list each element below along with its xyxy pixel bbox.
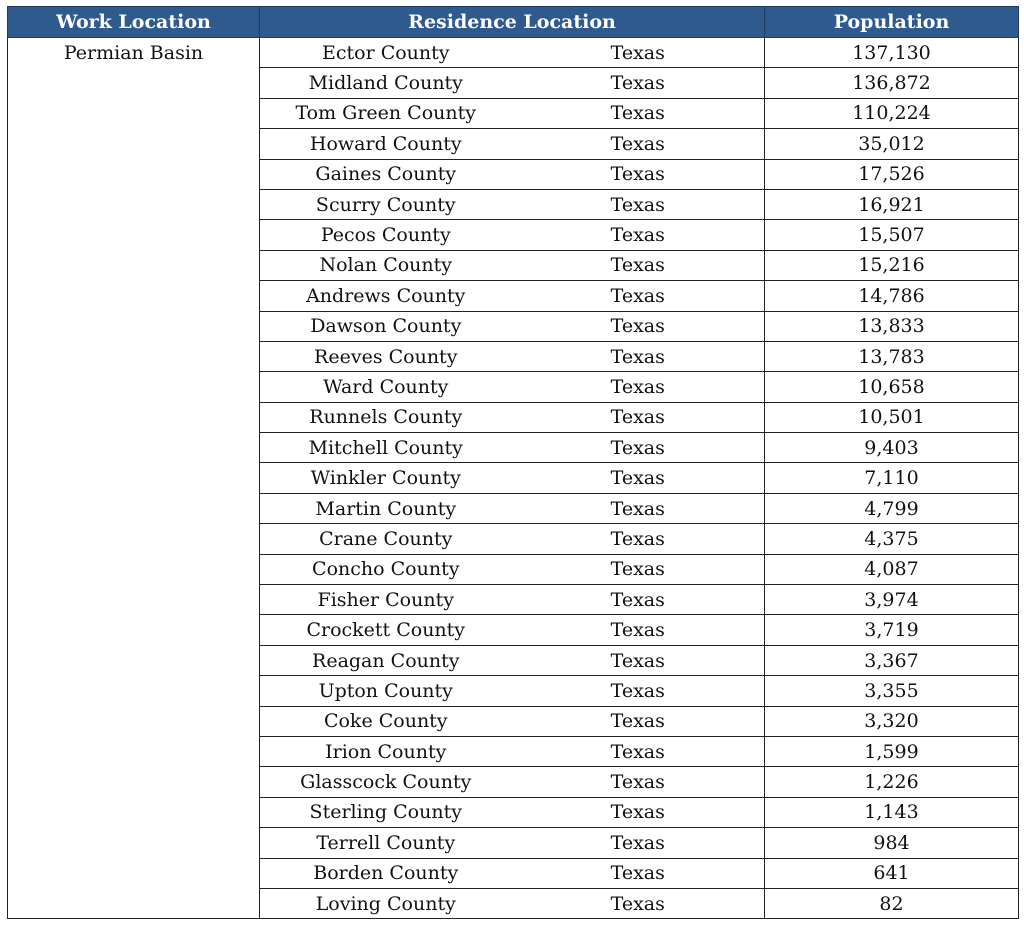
county-cell: Pecos County — [260, 220, 512, 250]
work-location-cell — [8, 159, 260, 189]
county-cell: Ward County — [260, 372, 512, 402]
table-row — [8, 281, 1019, 311]
table-row — [8, 402, 1019, 432]
state-cell: Texas — [512, 736, 765, 766]
table-row — [8, 220, 1019, 250]
table-row — [8, 433, 1019, 463]
population-cell: 4,087 — [765, 554, 1019, 584]
work-location-cell — [8, 858, 260, 888]
work-location-cell — [8, 524, 260, 554]
county-cell: Fisher County — [260, 585, 512, 615]
state-cell: Texas — [512, 372, 765, 402]
population-cell: 4,799 — [765, 493, 1019, 523]
work-location-cell — [8, 189, 260, 219]
state-cell: Texas — [512, 797, 765, 827]
work-location-cell — [8, 372, 260, 402]
work-location-cell — [8, 493, 260, 523]
work-location-cell — [8, 615, 260, 645]
state-cell: Texas — [512, 38, 765, 68]
work-location-cell — [8, 341, 260, 371]
population-cell: 14,786 — [765, 281, 1019, 311]
table-body — [8, 38, 1019, 919]
table-row — [8, 38, 1019, 68]
county-cell: Dawson County — [260, 311, 512, 341]
county-cell: Scurry County — [260, 189, 512, 219]
state-cell: Texas — [512, 311, 765, 341]
work-location-cell — [8, 98, 260, 128]
table-row — [8, 159, 1019, 189]
county-cell: Crane County — [260, 524, 512, 554]
state-cell: Texas — [512, 828, 765, 858]
table-header — [8, 7, 1019, 38]
county-cell: Upton County — [260, 676, 512, 706]
table-row — [8, 463, 1019, 493]
county-cell: Glasscock County — [260, 767, 512, 797]
state-cell: Texas — [512, 585, 765, 615]
population-cell: 15,216 — [765, 250, 1019, 280]
state-cell: Texas — [512, 250, 765, 280]
population-table — [7, 6, 1019, 919]
work-location-cell — [8, 888, 260, 918]
population-cell: 641 — [765, 858, 1019, 888]
county-cell: Ector County — [260, 38, 512, 68]
state-cell: Texas — [512, 402, 765, 432]
population-cell: 4,375 — [765, 524, 1019, 554]
table-row — [8, 736, 1019, 766]
population-cell: 15,507 — [765, 220, 1019, 250]
state-cell: Texas — [512, 493, 765, 523]
state-cell: Texas — [512, 98, 765, 128]
table-row — [8, 554, 1019, 584]
state-cell: Texas — [512, 858, 765, 888]
work-location-cell — [8, 250, 260, 280]
state-cell: Texas — [512, 615, 765, 645]
population-cell: 17,526 — [765, 159, 1019, 189]
state-cell: Texas — [512, 189, 765, 219]
county-cell: Winkler County — [260, 463, 512, 493]
table-row — [8, 250, 1019, 280]
state-cell: Texas — [512, 129, 765, 159]
county-cell: Irion County — [260, 736, 512, 766]
table-row — [8, 645, 1019, 675]
work-location-cell — [8, 433, 260, 463]
table-row — [8, 706, 1019, 736]
population-cell: 16,921 — [765, 189, 1019, 219]
table-row — [8, 372, 1019, 402]
population-table-container — [7, 6, 1018, 919]
state-cell: Texas — [512, 341, 765, 371]
state-cell: Texas — [512, 463, 765, 493]
population-cell: 13,833 — [765, 311, 1019, 341]
state-cell: Texas — [512, 554, 765, 584]
population-cell: 137,130 — [765, 38, 1019, 68]
work-location-cell — [8, 129, 260, 159]
state-cell: Texas — [512, 524, 765, 554]
work-location-cell — [8, 585, 260, 615]
table-row — [8, 129, 1019, 159]
county-cell: Reagan County — [260, 645, 512, 675]
population-cell: 10,658 — [765, 372, 1019, 402]
work-location-cell — [8, 220, 260, 250]
work-location-cell — [8, 797, 260, 827]
county-cell: Loving County — [260, 888, 512, 918]
population-cell: 3,974 — [765, 585, 1019, 615]
state-cell: Texas — [512, 676, 765, 706]
table-row — [8, 888, 1019, 918]
population-cell: 13,783 — [765, 341, 1019, 371]
population-cell: 3,355 — [765, 676, 1019, 706]
work-location-cell — [8, 311, 260, 341]
population-cell: 7,110 — [765, 463, 1019, 493]
county-cell: Reeves County — [260, 341, 512, 371]
population-cell: 9,403 — [765, 433, 1019, 463]
state-cell: Texas — [512, 706, 765, 736]
table-row — [8, 341, 1019, 371]
county-cell: Coke County — [260, 706, 512, 736]
table-row — [8, 767, 1019, 797]
work-location-cell — [8, 706, 260, 736]
table-row — [8, 68, 1019, 98]
population-cell: 10,501 — [765, 402, 1019, 432]
population-cell: 3,367 — [765, 645, 1019, 675]
header-residence-location: Residence Location — [260, 7, 765, 38]
county-cell: Howard County — [260, 129, 512, 159]
work-location-cell — [8, 736, 260, 766]
state-cell: Texas — [512, 888, 765, 918]
table-row — [8, 493, 1019, 523]
table-row — [8, 828, 1019, 858]
work-location-cell — [8, 767, 260, 797]
county-cell: Borden County — [260, 858, 512, 888]
population-cell: 3,320 — [765, 706, 1019, 736]
county-cell: Runnels County — [260, 402, 512, 432]
population-cell: 1,226 — [765, 767, 1019, 797]
state-cell: Texas — [512, 645, 765, 675]
county-cell: Concho County — [260, 554, 512, 584]
county-cell: Gaines County — [260, 159, 512, 189]
work-location-cell — [8, 554, 260, 584]
county-cell: Martin County — [260, 493, 512, 523]
state-cell: Texas — [512, 433, 765, 463]
work-location-cell — [8, 68, 260, 98]
work-location-cell — [8, 645, 260, 675]
table-row — [8, 524, 1019, 554]
county-cell: Terrell County — [260, 828, 512, 858]
table-row — [8, 189, 1019, 219]
work-location-cell — [8, 828, 260, 858]
county-cell: Andrews County — [260, 281, 512, 311]
state-cell: Texas — [512, 68, 765, 98]
work-location-cell — [8, 463, 260, 493]
table-row — [8, 98, 1019, 128]
table-row — [8, 615, 1019, 645]
header-row — [8, 7, 1019, 38]
table-row — [8, 797, 1019, 827]
work-location-cell: Permian Basin — [8, 38, 260, 68]
state-cell: Texas — [512, 281, 765, 311]
header-work-location: Work Location — [8, 7, 260, 38]
work-location-cell — [8, 281, 260, 311]
table-row — [8, 858, 1019, 888]
county-cell: Midland County — [260, 68, 512, 98]
work-location-cell — [8, 402, 260, 432]
table-row — [8, 676, 1019, 706]
population-cell: 110,224 — [765, 98, 1019, 128]
county-cell: Mitchell County — [260, 433, 512, 463]
population-cell: 1,599 — [765, 736, 1019, 766]
population-cell: 35,012 — [765, 129, 1019, 159]
county-cell: Nolan County — [260, 250, 512, 280]
county-cell: Sterling County — [260, 797, 512, 827]
state-cell: Texas — [512, 159, 765, 189]
population-cell: 3,719 — [765, 615, 1019, 645]
population-cell: 136,872 — [765, 68, 1019, 98]
table-row — [8, 585, 1019, 615]
population-cell: 82 — [765, 888, 1019, 918]
header-population: Population — [765, 7, 1019, 38]
state-cell: Texas — [512, 767, 765, 797]
county-cell: Crockett County — [260, 615, 512, 645]
state-cell: Texas — [512, 220, 765, 250]
work-location-cell — [8, 676, 260, 706]
county-cell: Tom Green County — [260, 98, 512, 128]
table-row — [8, 311, 1019, 341]
population-cell: 984 — [765, 828, 1019, 858]
population-cell: 1,143 — [765, 797, 1019, 827]
